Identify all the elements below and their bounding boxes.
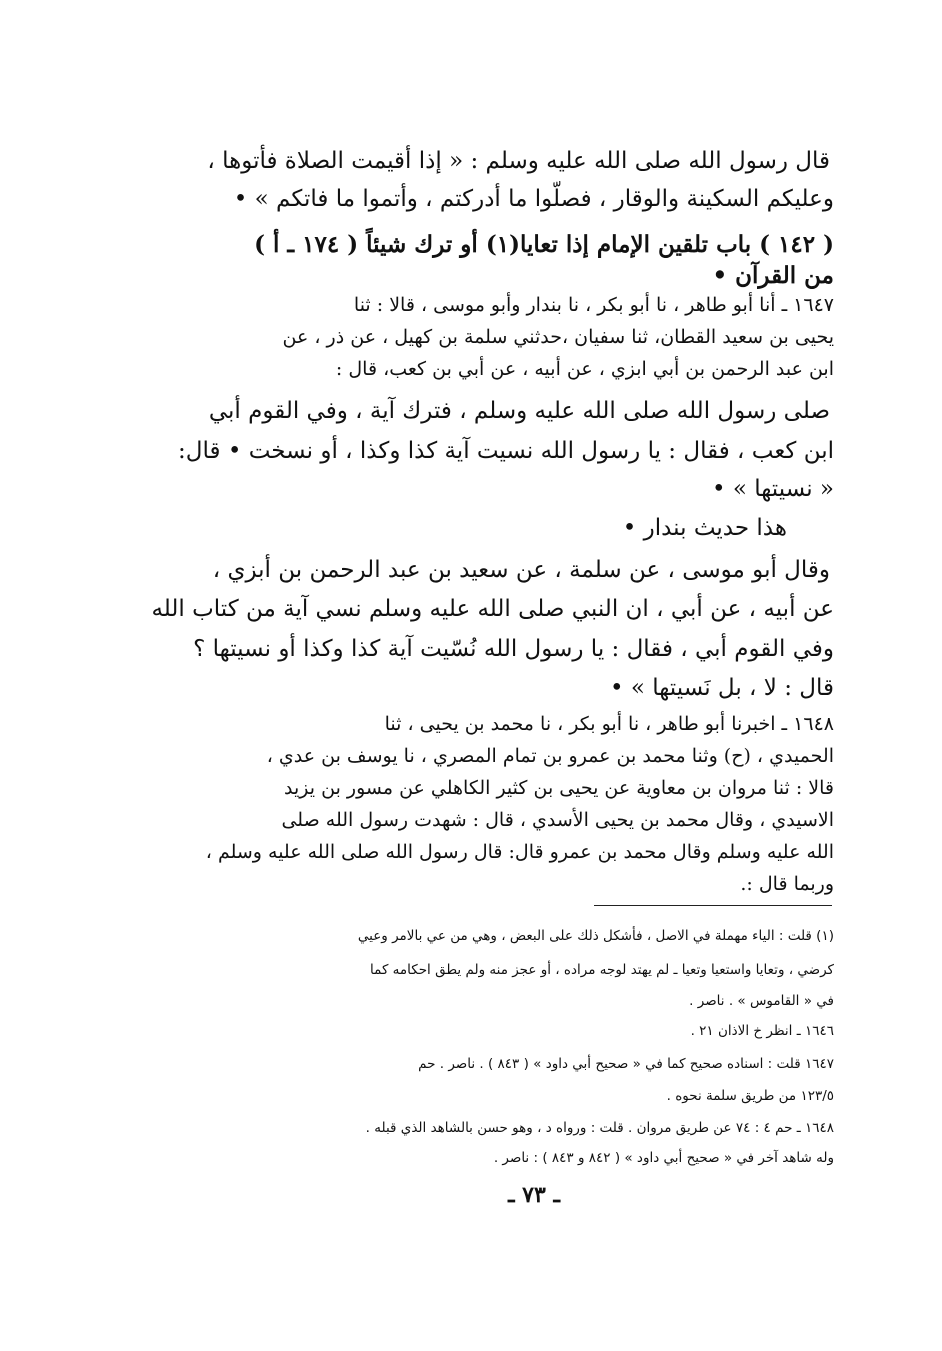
text-line: الله عليه وسلم وقال محمد بن عمرو قال: قال رسول الله صلى الله عليه وسلم ، [205,841,834,863]
text-line: « نسيتها » • [711,476,834,502]
text-line: وفي القوم أبي ، فقال : يا رسول الله نُسّيت آية كذا وكذا أو نسيتها ؟ [193,636,834,662]
footnote-line: ١٦٤٧ قلت : اسناده صحيح كما في « صحيح أبي داود » ( ٨٤٣ ) . ناصر . حم [418,1056,834,1072]
footnote-line: ١٦٤٦ ـ انظر خ الاذان ٢١ . [690,1023,834,1039]
footnote-line: (١) قلت : الياء مهملة في الاصل ، فأشكل ذلك على البعض ، وهي من عي بالامر وعيي [357,928,834,944]
text-line: صلى رسول الله صلى الله عليه وسلم ، فترك آية ، وفي القوم أبي [208,398,830,424]
text-line: الحميدي ، (ح) وثنا محمد بن عمرو بن تمام المصري ، نا يوسف بن عدي ، [266,745,834,767]
footnote-line: ١٦٤٨ ـ حم ٤ : ٧٤ عن طريق مروان . قلت : ورواه د ، وهو حسن بالشاهد الذي قبله . [365,1120,834,1136]
chapter-heading: ( ١٤٢ ) باب تلقين الإمام إذا تعايا(١) أو ترك شيئاً ( ١٧٤ ـ أ ) [254,231,834,258]
text-line: يحيى بن سعيد القطان، ثنا سفيان ،حدثني سلمة بن كهيل ، عن ذر ، عن [282,326,834,348]
footnote-line: ١٢٣/٥ من طريق سلمة نحوه . [666,1088,834,1104]
text-line: ابن عبد الرحمن بن أبي ابزي ، عن أبيه ، عن أبي بن كعب، قال : [335,358,834,380]
footnote-line: وله شاهد آخر في « صحيح أبي داود » ( ٨٤٢ و ٨٤٣ ) : ناصر . [493,1150,834,1166]
text-line: ابن كعب ، فقال : يا رسول الله نسيت آية كذا وكذا ، أو نسخت • قال: [178,438,834,464]
text-line: قال : لا ، بل نَسيتها » • [609,675,834,701]
footnote-line: كرضي ، وتعايا واستعيا وتعيا ـ لم يهتد لوجه مراده ، أو عجز منه ولم يطق احكامه كما [370,962,834,978]
footnote-line: في « القاموس » . ناصر . [689,993,834,1009]
chapter-heading: من القرآن • [712,262,834,289]
text-line: وقال أبو موسى ، عن سلمة ، عن سعيد بن عبد الرحمن بن أبزي ، [212,557,830,583]
hadith-number-line: ١٦٤٧ ـ أنا أبو طاهر ، نا أبو بكر ، نا بندار وأبو موسى ، قالا : ثنا [353,294,834,316]
text-line: وعليكم السكينة والوقار ، فصلّوا ما أدركتم ، وأتموا ما فاتكم » • [233,186,834,212]
text-line: الاسيدي ، وقال محمد بن يحيى الأسدي ، قال : شهدت رسول الله صلى [281,809,834,831]
text-line: عن أبيه ، عن أبي ، ان النبي صلى الله عليه وسلم نسي آية من كتاب الله [151,596,834,622]
hadith-number-line: ١٦٤٨ ـ اخبرنا أبو طاهر ، نا أبو بكر ، نا محمد بن يحيى ، ثنا [384,713,834,735]
footnote-separator [594,905,832,906]
text-line: قال رسول الله صلى الله عليه وسلم : « إذا أقيمت الصلاة فأتوها ، [207,148,830,174]
text-line: هذا حديث بندار • [622,515,787,541]
text-line: قالا : ثنا مروان بن معاوية عن يحيى بن كثير الكاهلي عن مسور بن يزيد [284,777,834,799]
text-line: وربما قال :. [740,873,834,895]
page-number: ـ ٧٣ ـ [508,1182,560,1208]
